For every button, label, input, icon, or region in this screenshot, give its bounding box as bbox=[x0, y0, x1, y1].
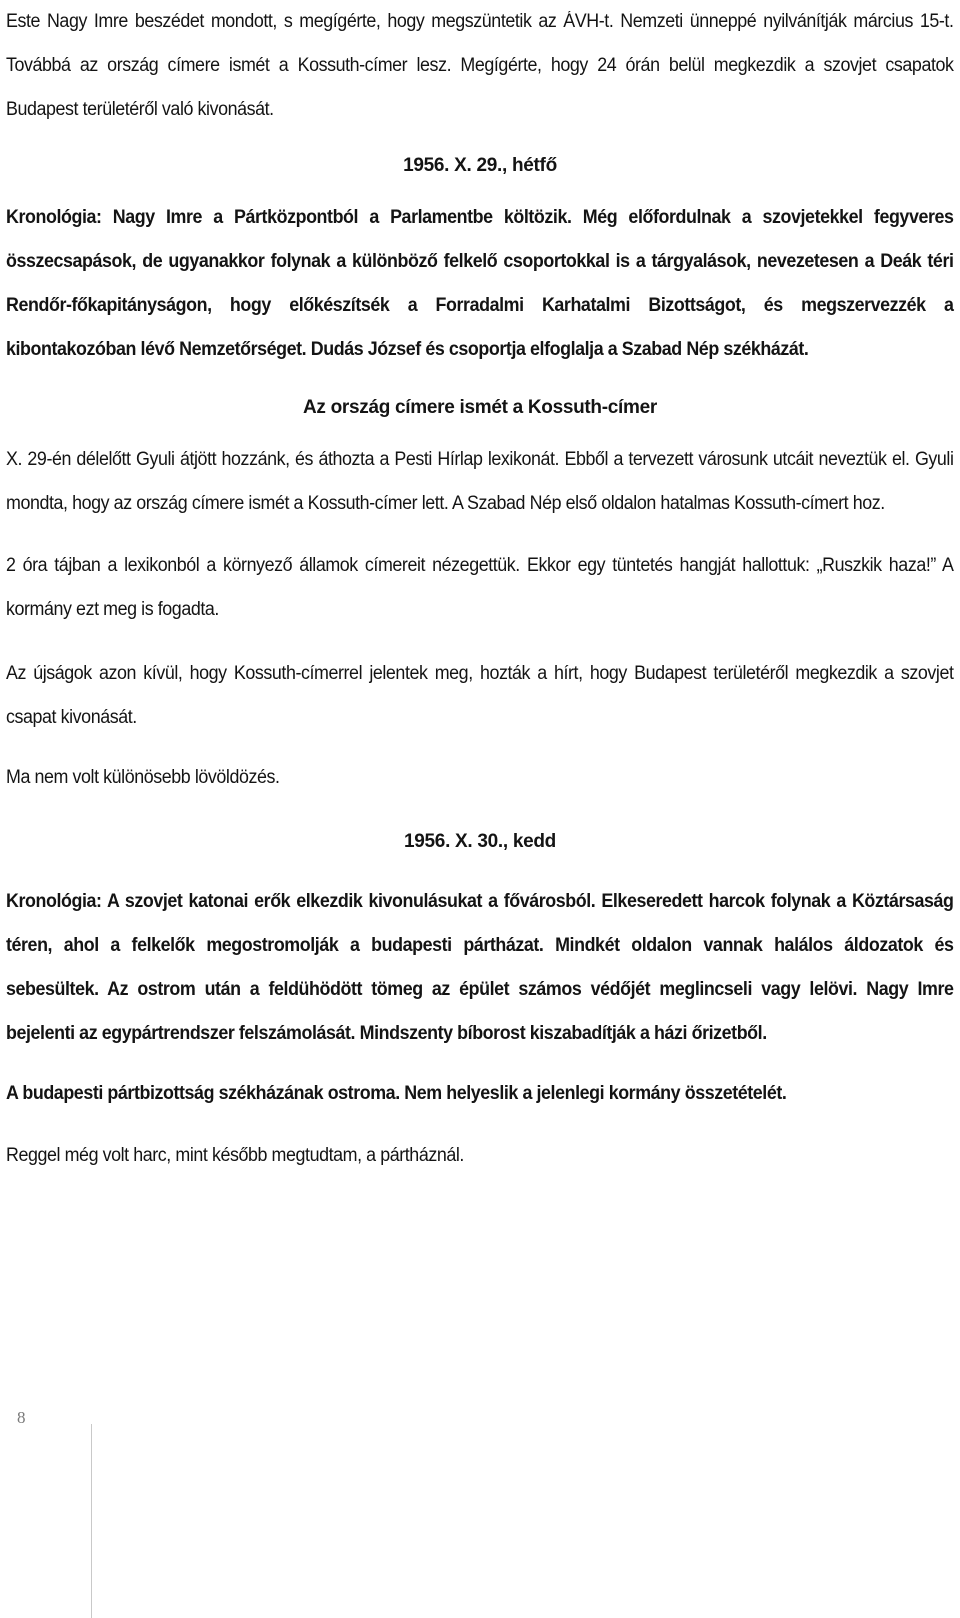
spacer bbox=[6, 430, 954, 438]
spacer bbox=[6, 864, 954, 880]
section-heading-coat-of-arms: Az ország címere ismét a Kossuth-címer bbox=[303, 397, 657, 418]
paragraph-lexicon: X. 29-én délelőtt Gyuli átjött hozzánk, és áthozta a Pesti Hírlap lexikonát. Ebből a tervezett városunk utcáit neveztük el. Gyuli mondta, hogy az ország címere ismét a Kossuth-címer lett. A Szabad Nép első oldalon hatalmas Kossuth-címert hoz. bbox=[6, 449, 954, 514]
spacer bbox=[6, 740, 954, 756]
document-page bbox=[6, 0, 954, 1178]
paragraph-no-shooting: Ma nem volt különösebb lövöldözés. bbox=[6, 767, 280, 788]
date-value: 1956. X. 30. bbox=[404, 831, 503, 852]
weekday-value: , hétfő bbox=[501, 155, 557, 176]
weekday-value: , kedd bbox=[502, 831, 556, 852]
paragraph-newspapers: Az újságok azon kívül, hogy Kossuth-címerrel jelentek meg, hozták a hírt, hogy Budapest területéről megkezdik a szovjet csapat kivonását. bbox=[6, 663, 954, 728]
date-heading-oct-29 bbox=[6, 144, 954, 188]
spacer bbox=[6, 632, 954, 652]
paragraph-morning-fight: Reggel még volt harc, mint később megtudtam, a pártháznál. bbox=[6, 1145, 464, 1166]
footer-rule bbox=[91, 1424, 92, 1618]
spacer bbox=[6, 1056, 954, 1072]
date-value: 1956. X. 29. bbox=[403, 155, 502, 176]
chronology-oct-29: Kronológia: Nagy Imre a Pártközpontból a Parlamentbe költözik. Még előfordulnak a szovjetekkel fegyveres összecsapások, de ugyanakkor folynak a különböző felkelő csoportokkal is a tárgyalások, nevezetesen a Deák téri Rendőr-főkapitányságon, hogy előkészítsék a Forradalmi Karhatalmi Bizottságot, és megszervezzék a kibontakozóban lévő Nemzetőrséget. Dudás József és csoportja elfoglalja a Szabad Nép székházát. bbox=[6, 207, 954, 360]
paragraph-demonstration: 2 óra tájban a lexikonból a környező államok címereit nézegettük. Ekkor egy tüntetés hangját hallottuk: „Ruszkik haza!” A kormány ezt meg is fogadta. bbox=[6, 555, 954, 620]
section-heading-party-hq-siege: A budapesti pártbizottság székházának ostroma. Nem helyeslik a jelenlegi kormány összetételét. bbox=[6, 1083, 787, 1104]
paragraph-intro: Este Nagy Imre beszédet mondott, s megígérte, hogy megszüntetik az ÁVH-t. Nemzeti ünneppé nyilvánítják március 15-t. Továbbá az ország címere ismét a Kossuth-címer lesz. Megígérte, hogy 24 órán belül megkezdik a szovjet csapatok Budapest területéről való kivonását. bbox=[6, 11, 954, 120]
spacer bbox=[6, 800, 954, 820]
chronology-oct-30: Kronológia: A szovjet katonai erők elkezdik kivonulásukat a fővárosból. Elkeseredett harcok folynak a Köztársaság téren, ahol a felkelők megostromolják a budapesti pártházat. Mindkét oldalon vannak halálos áldozatok és sebesültek. Az ostrom után a feldühödött tömeg az épület számos védőjét meglincseli vagy lelövi. Nagy Imre bejelenti az egypártrendszer felszámolását. Mindszenty bíborost kiszabadítják a házi őrizetből. bbox=[6, 891, 954, 1044]
spacer bbox=[6, 372, 954, 386]
date-heading-oct-30 bbox=[6, 820, 954, 864]
spacer bbox=[6, 132, 954, 144]
spacer bbox=[6, 526, 954, 544]
spacer bbox=[6, 188, 954, 196]
spacer bbox=[6, 1116, 954, 1134]
page-number: 8 bbox=[17, 1408, 26, 1427]
